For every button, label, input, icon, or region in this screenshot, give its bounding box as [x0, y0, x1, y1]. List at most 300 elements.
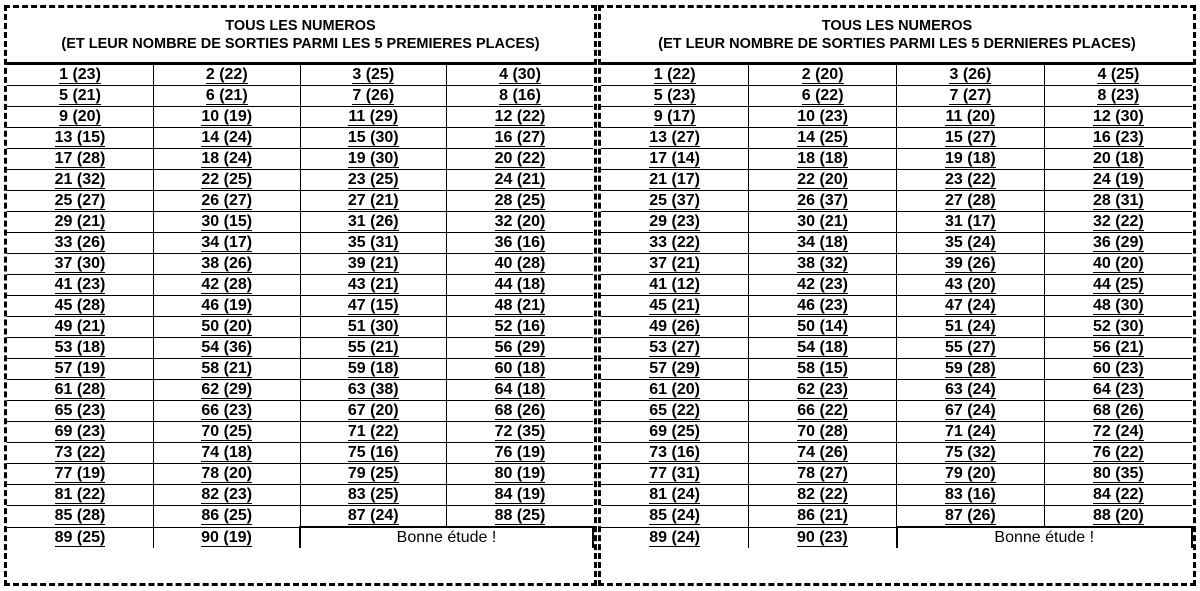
number-count-text: 62 (23)	[797, 381, 848, 398]
table-row	[601, 191, 1192, 212]
title-line-1: TOUS LES NUMEROS	[821, 18, 973, 34]
number-cell	[1044, 233, 1192, 254]
number-count-text: 65 (22)	[649, 402, 700, 419]
number-cell	[749, 464, 897, 485]
number-cell	[300, 149, 447, 170]
table-row	[7, 275, 593, 296]
title-line-2: (ET LEUR NOMBRE DE SORTIES PARMI LES 5 PREMIERES PLACES)	[61, 36, 540, 52]
number-count-text: 42 (23)	[797, 276, 848, 293]
number-cell	[7, 464, 154, 485]
number-count-text: 5 (23)	[653, 87, 696, 104]
number-cell	[1044, 317, 1192, 338]
number-cell	[154, 485, 301, 506]
number-cell	[300, 254, 447, 275]
table-row	[601, 359, 1192, 380]
table-row	[7, 527, 593, 548]
number-cell	[447, 65, 594, 86]
number-cell	[749, 212, 897, 233]
number-cell	[1044, 485, 1192, 506]
number-cell	[154, 296, 301, 317]
number-count-text: 82 (22)	[797, 486, 848, 503]
number-count-text: 21 (17)	[649, 171, 700, 188]
number-count-text: 27 (21)	[347, 192, 399, 209]
number-cell	[447, 443, 594, 464]
number-count-text: 26 (27)	[201, 192, 253, 209]
number-count-text: 40 (28)	[494, 255, 546, 272]
number-count-text: 45 (21)	[649, 297, 700, 314]
number-cell	[300, 401, 447, 422]
number-count-text: 47 (24)	[945, 297, 996, 314]
number-count-text: 71 (22)	[347, 423, 399, 440]
number-count-text: 7 (26)	[352, 87, 395, 104]
number-count-text: 18 (24)	[201, 150, 253, 167]
number-count-text: 68 (26)	[494, 402, 546, 419]
number-cell	[897, 443, 1045, 464]
number-cell	[749, 65, 897, 86]
number-count-text: 58 (21)	[201, 360, 253, 377]
number-cell	[300, 212, 447, 233]
number-cell	[300, 233, 447, 254]
number-count-text: 43 (20)	[945, 276, 996, 293]
number-count-text: 44 (25)	[1093, 276, 1144, 293]
number-cell	[749, 86, 897, 107]
number-cell	[1044, 86, 1192, 107]
number-cell	[447, 149, 594, 170]
number-count-text: 6 (22)	[801, 87, 844, 104]
number-count-text: 18 (18)	[797, 150, 848, 167]
number-cell	[7, 443, 154, 464]
number-count-text: 85 (28)	[54, 507, 106, 525]
panel-title	[7, 8, 594, 65]
number-count-text: 24 (19)	[1093, 171, 1144, 188]
table-row	[601, 65, 1192, 86]
number-count-text: 31 (26)	[347, 213, 399, 230]
number-count-text: 11 (20)	[945, 108, 996, 125]
number-count-text: 49 (26)	[649, 318, 700, 335]
number-cell	[1044, 275, 1192, 296]
number-count-text: 48 (30)	[1093, 297, 1144, 314]
table-row	[7, 422, 593, 443]
table-row	[7, 86, 593, 107]
number-count-text: 89 (24)	[649, 528, 700, 546]
number-count-text: 67 (24)	[945, 402, 996, 419]
number-cell	[447, 191, 594, 212]
number-cell	[154, 443, 301, 464]
number-cell	[749, 317, 897, 338]
number-count-text: 8 (23)	[1097, 87, 1140, 104]
number-cell	[1044, 254, 1192, 275]
number-cell	[7, 527, 154, 548]
number-cell	[897, 107, 1045, 128]
number-count-text: 20 (18)	[1093, 150, 1144, 167]
number-count-text: 6 (21)	[205, 87, 248, 104]
number-count-text: 52 (16)	[494, 318, 546, 335]
number-cell	[749, 128, 897, 149]
number-count-text: 86 (25)	[201, 507, 253, 525]
number-count-text: 60 (18)	[494, 360, 546, 377]
number-cell	[1044, 65, 1192, 86]
number-cell	[601, 317, 749, 338]
number-count-text: 79 (25)	[347, 465, 399, 482]
number-count-text: 13 (27)	[649, 129, 700, 146]
number-cell	[7, 380, 154, 401]
number-cell	[300, 338, 447, 359]
number-cell	[7, 485, 154, 506]
number-cell	[897, 422, 1045, 443]
number-cell	[749, 275, 897, 296]
number-cell	[447, 359, 594, 380]
table-row	[7, 254, 593, 275]
number-cell	[300, 443, 447, 464]
number-count-text: 64 (18)	[494, 381, 546, 398]
number-cell	[447, 422, 594, 443]
number-count-text: 58 (15)	[797, 360, 848, 377]
number-cell	[897, 401, 1045, 422]
number-count-text: 1 (23)	[59, 66, 101, 83]
table-row	[601, 338, 1192, 359]
number-cell	[1044, 401, 1192, 422]
number-count-text: 60 (23)	[1093, 360, 1144, 377]
number-cell	[300, 464, 447, 485]
number-count-text: 33 (22)	[649, 234, 700, 251]
number-cell	[7, 401, 154, 422]
number-count-text: 5 (21)	[59, 87, 101, 104]
number-count-text: 78 (27)	[797, 465, 848, 482]
number-cell	[154, 527, 301, 548]
number-cell	[7, 170, 154, 191]
table-row	[601, 275, 1192, 296]
number-count-text: 64 (23)	[1093, 381, 1144, 398]
number-count-text: 25 (37)	[649, 192, 700, 209]
number-count-text: 17 (28)	[54, 150, 106, 167]
number-count-text: 17 (14)	[649, 150, 700, 167]
number-cell	[447, 296, 594, 317]
table-row	[7, 443, 593, 464]
number-cell	[601, 401, 749, 422]
number-cell	[7, 254, 154, 275]
table-row	[601, 212, 1192, 233]
table-row	[7, 128, 593, 149]
number-cell	[7, 422, 154, 443]
table-row	[601, 422, 1192, 443]
table-row	[7, 401, 593, 422]
number-cell	[1044, 149, 1192, 170]
number-cell	[154, 86, 301, 107]
number-cell	[154, 464, 301, 485]
number-count-text: 72 (35)	[494, 423, 546, 440]
table-row	[601, 401, 1192, 422]
number-cell	[601, 464, 749, 485]
number-count-text: 40 (20)	[1093, 255, 1144, 272]
number-count-text: 70 (25)	[201, 423, 253, 440]
good-luck-message: Bonne étude !	[300, 527, 593, 548]
number-count-text: 84 (19)	[494, 486, 546, 503]
number-cell	[897, 212, 1045, 233]
number-count-text: 66 (23)	[201, 402, 253, 419]
number-cell	[749, 170, 897, 191]
number-cell	[1044, 443, 1192, 464]
good-luck-message: Bonne étude !	[897, 527, 1193, 548]
number-count-text: 88 (20)	[1093, 507, 1144, 524]
number-count-text: 2 (22)	[205, 66, 248, 83]
number-count-text: 57 (29)	[649, 360, 700, 377]
number-cell	[154, 170, 301, 191]
number-count-text: 76 (19)	[494, 444, 546, 461]
number-count-text: 55 (21)	[347, 339, 399, 356]
number-count-text: 53 (18)	[54, 339, 106, 356]
number-cell	[897, 233, 1045, 254]
number-cell	[7, 338, 154, 359]
number-cell	[1044, 338, 1192, 359]
number-cell	[300, 296, 447, 317]
number-count-text: 4 (25)	[1097, 66, 1140, 83]
number-count-text: 14 (25)	[797, 129, 848, 146]
number-count-text: 20 (22)	[494, 150, 546, 167]
number-count-text: 16 (27)	[494, 129, 546, 146]
number-count-text: 87 (24)	[347, 507, 399, 524]
number-cell	[447, 485, 594, 506]
number-count-text: 38 (26)	[201, 255, 253, 272]
number-cell	[300, 422, 447, 443]
number-cell	[154, 401, 301, 422]
number-cell	[1044, 170, 1192, 191]
number-count-text: 11 (29)	[348, 108, 399, 125]
table-row	[7, 65, 593, 86]
number-cell	[300, 191, 447, 212]
number-cell	[154, 128, 301, 149]
number-count-text: 43 (21)	[347, 276, 399, 293]
table-row	[7, 485, 593, 506]
number-count-text: 3 (26)	[949, 66, 992, 83]
number-count-text: 34 (17)	[201, 234, 253, 251]
number-cell	[897, 254, 1045, 275]
number-cell	[1044, 359, 1192, 380]
number-count-text: 51 (30)	[347, 318, 399, 335]
number-count-text: 66 (22)	[797, 402, 848, 419]
table-row	[601, 506, 1192, 528]
number-cell	[601, 149, 749, 170]
number-cell	[300, 275, 447, 296]
number-cell	[154, 212, 301, 233]
number-cell	[7, 149, 154, 170]
number-cell	[447, 317, 594, 338]
table-row	[601, 86, 1192, 107]
number-cell	[749, 338, 897, 359]
number-cell	[154, 149, 301, 170]
number-cell	[154, 422, 301, 443]
number-count-text: 55 (27)	[945, 339, 996, 356]
number-count-text: 54 (36)	[201, 339, 253, 356]
number-cell	[601, 338, 749, 359]
number-cell	[154, 254, 301, 275]
number-cell	[601, 107, 749, 128]
number-cell	[7, 296, 154, 317]
number-cell	[1044, 380, 1192, 401]
number-count-text: 80 (19)	[494, 465, 546, 482]
number-count-text: 72 (24)	[1093, 423, 1144, 440]
number-cell	[897, 170, 1045, 191]
number-count-text: 59 (28)	[945, 360, 996, 377]
number-cell	[300, 128, 447, 149]
number-cell	[601, 191, 749, 212]
number-cell	[447, 233, 594, 254]
number-cell	[1044, 128, 1192, 149]
table-row	[601, 128, 1192, 149]
number-count-text: 39 (26)	[945, 255, 996, 272]
number-count-text: 69 (25)	[649, 423, 700, 440]
table-row	[601, 107, 1192, 128]
number-cell	[447, 86, 594, 107]
number-cell	[601, 275, 749, 296]
number-cell	[447, 275, 594, 296]
number-count-text: 56 (21)	[1093, 339, 1144, 356]
number-count-text: 52 (30)	[1093, 318, 1144, 335]
number-count-text: 80 (35)	[1093, 465, 1144, 482]
number-count-text: 81 (24)	[649, 486, 700, 503]
number-count-text: 13 (15)	[54, 129, 106, 146]
number-cell	[7, 317, 154, 338]
number-count-text: 59 (18)	[347, 360, 399, 377]
number-cell	[749, 233, 897, 254]
table-row	[7, 380, 593, 401]
number-count-text: 41 (12)	[649, 276, 700, 293]
number-count-text: 89 (25)	[54, 528, 106, 546]
number-cell	[300, 317, 447, 338]
number-cell	[749, 401, 897, 422]
number-cell	[749, 359, 897, 380]
number-count-text: 27 (28)	[945, 192, 996, 209]
number-cell	[749, 149, 897, 170]
number-count-text: 32 (20)	[494, 213, 546, 230]
number-count-text: 46 (19)	[201, 297, 253, 314]
number-count-text: 79 (20)	[945, 465, 996, 482]
number-count-text: 71 (24)	[945, 423, 996, 440]
number-count-text: 61 (28)	[54, 381, 106, 398]
number-cell	[7, 275, 154, 296]
number-cell	[601, 506, 749, 528]
number-count-text: 9 (20)	[59, 108, 101, 125]
number-cell	[447, 107, 594, 128]
number-count-text: 19 (18)	[945, 150, 996, 167]
table-row	[601, 443, 1192, 464]
table-row	[7, 296, 593, 317]
number-count-text: 23 (25)	[347, 171, 399, 188]
number-cell	[1044, 212, 1192, 233]
number-cell	[7, 107, 154, 128]
number-count-text: 44 (18)	[494, 276, 546, 293]
number-cell	[447, 254, 594, 275]
number-cell	[601, 380, 749, 401]
number-cell	[601, 233, 749, 254]
number-cell	[7, 65, 154, 86]
number-cell	[601, 86, 749, 107]
number-cell	[154, 191, 301, 212]
number-count-text: 77 (19)	[54, 465, 106, 482]
number-cell	[897, 149, 1045, 170]
number-cell	[154, 338, 301, 359]
number-cell	[897, 296, 1045, 317]
number-cell	[601, 296, 749, 317]
number-cell	[300, 107, 447, 128]
number-cell	[154, 317, 301, 338]
number-cell	[300, 170, 447, 191]
number-count-text: 74 (18)	[201, 444, 253, 461]
number-count-text: 10 (23)	[797, 108, 848, 125]
table-row	[601, 296, 1192, 317]
table-row	[7, 149, 593, 170]
number-cell	[7, 86, 154, 107]
number-cell	[749, 296, 897, 317]
number-count-text: 84 (22)	[1093, 486, 1144, 503]
last-places-panel	[598, 5, 1196, 586]
number-cell	[897, 86, 1045, 107]
number-cell	[601, 254, 749, 275]
number-count-text: 12 (22)	[494, 108, 546, 125]
numbers-table	[7, 65, 594, 548]
number-count-text: 81 (22)	[54, 486, 106, 503]
number-count-text: 10 (19)	[201, 108, 253, 125]
table-row	[7, 317, 593, 338]
number-cell	[7, 212, 154, 233]
number-cell	[447, 401, 594, 422]
number-cell	[749, 254, 897, 275]
number-cell	[7, 359, 154, 380]
number-count-text: 28 (31)	[1093, 192, 1144, 209]
number-count-text: 54 (18)	[797, 339, 848, 356]
number-count-text: 87 (26)	[945, 507, 996, 524]
number-cell	[154, 359, 301, 380]
panel-title	[601, 8, 1193, 65]
number-count-text: 22 (25)	[201, 171, 253, 188]
table-row	[7, 359, 593, 380]
number-cell	[749, 191, 897, 212]
number-cell	[300, 506, 447, 528]
number-count-text: 16 (23)	[1093, 129, 1144, 146]
number-count-text: 90 (23)	[797, 528, 848, 546]
number-cell	[749, 107, 897, 128]
number-cell	[447, 506, 594, 528]
number-count-text: 25 (27)	[54, 192, 106, 209]
number-count-text: 53 (27)	[649, 339, 700, 356]
table-row	[7, 212, 593, 233]
table-row	[7, 191, 593, 212]
number-count-text: 45 (28)	[54, 297, 106, 314]
number-count-text: 41 (23)	[54, 276, 106, 293]
number-count-text: 63 (24)	[945, 381, 996, 398]
table-row	[7, 464, 593, 485]
number-cell	[897, 506, 1045, 528]
number-cell	[897, 464, 1045, 485]
number-cell	[1044, 464, 1192, 485]
table-row	[7, 233, 593, 254]
number-cell	[7, 191, 154, 212]
number-cell	[749, 485, 897, 506]
number-count-text: 78 (20)	[201, 465, 253, 482]
number-cell	[897, 128, 1045, 149]
number-cell	[300, 86, 447, 107]
number-cell	[601, 527, 749, 548]
title-line-2: (ET LEUR NOMBRE DE SORTIES PARMI LES 5 DERNIERES PLACES)	[658, 36, 1136, 52]
number-count-text: 30 (15)	[201, 213, 253, 230]
number-count-text: 4 (30)	[499, 66, 541, 83]
number-count-text: 7 (27)	[949, 87, 992, 104]
table-row	[601, 464, 1192, 485]
number-count-text: 15 (30)	[347, 129, 399, 146]
number-cell	[154, 107, 301, 128]
number-count-text: 37 (30)	[54, 255, 106, 272]
number-count-text: 61 (20)	[649, 381, 700, 398]
number-count-text: 69 (23)	[54, 423, 106, 440]
